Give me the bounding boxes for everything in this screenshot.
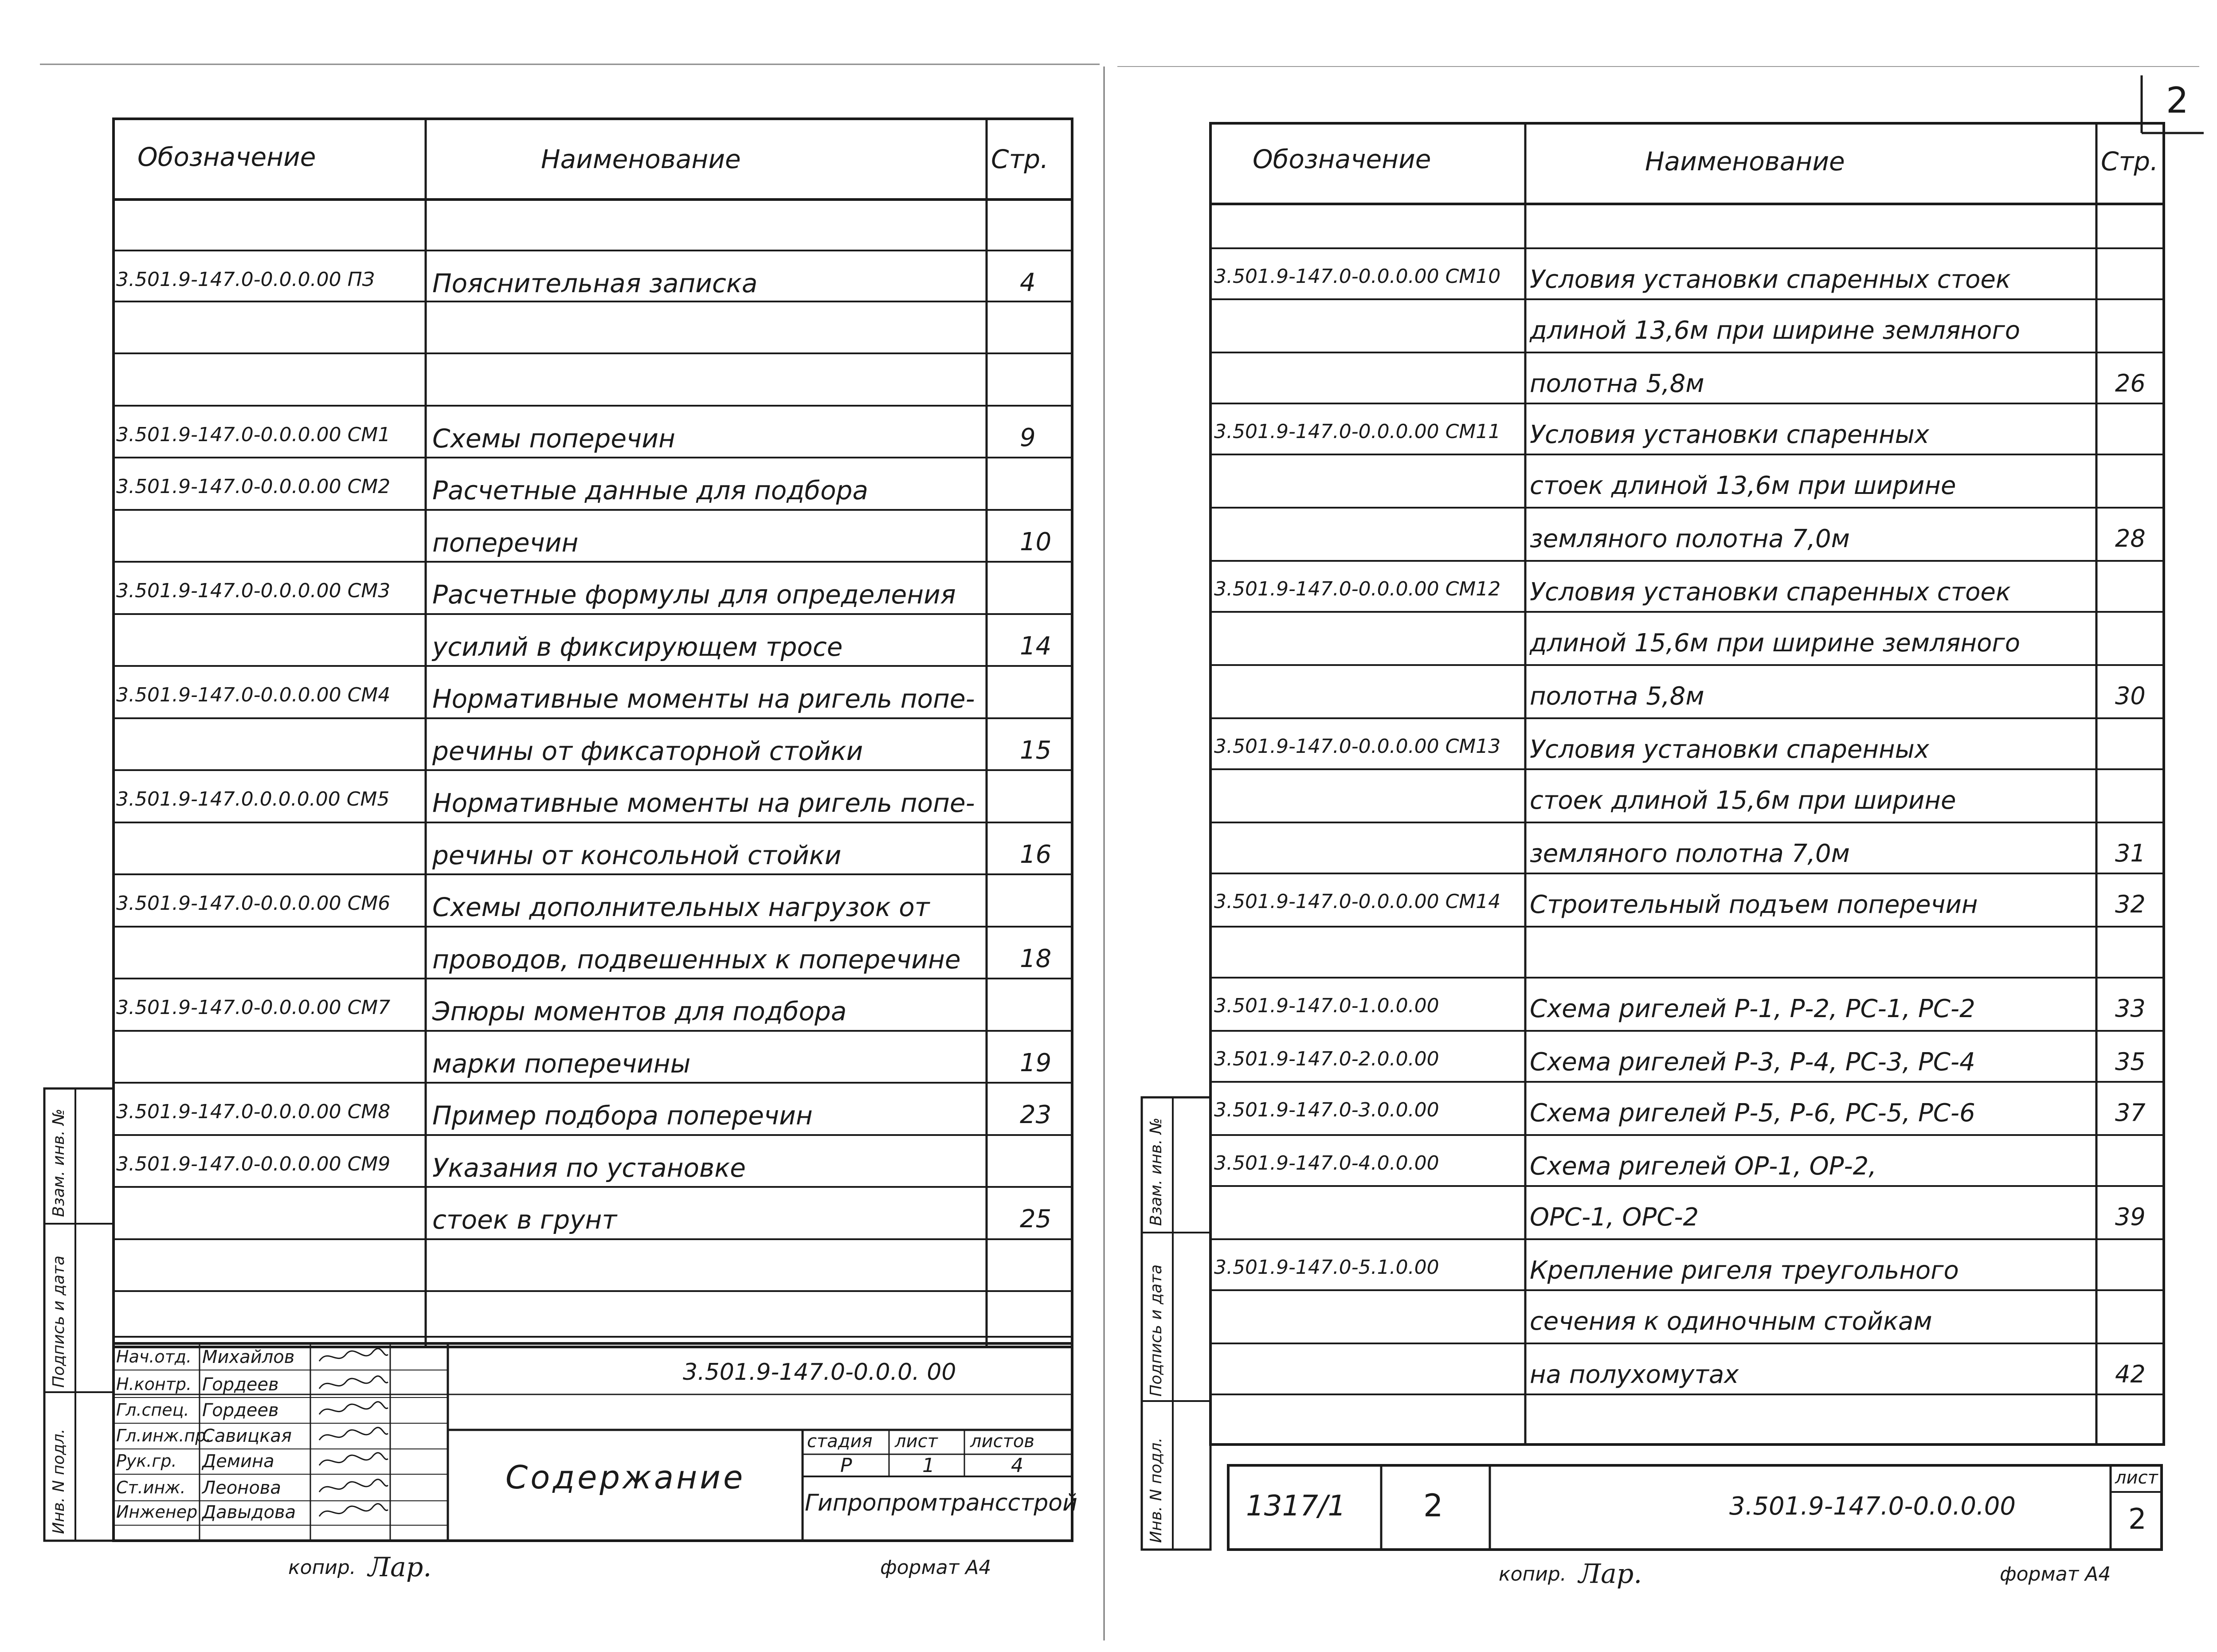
row-name: Схема ригелей Р-3, Р-4, РС-3, РС-4	[1530, 1048, 1975, 1077]
header-name: Наименование	[1645, 146, 1845, 176]
row-page: 15	[1020, 736, 1052, 765]
row-name: на полухомутах	[1530, 1360, 1739, 1389]
row-page: 42	[2115, 1360, 2146, 1388]
order-number: 1317/1	[1246, 1490, 1346, 1523]
row-code: 3.501.9-147.0-0.0.0.00 СМ3	[116, 579, 391, 602]
row-name: стоек длиной 13,6м при ширине	[1530, 471, 1956, 500]
row-name: Схема ригелей Р-1, Р-2, РС-1, РС-2	[1530, 994, 1975, 1023]
signature-scribble	[315, 1373, 390, 1395]
row-name: длиной 13,6м при ширине земляного	[1530, 316, 2021, 345]
row-name: речины от фиксаторной стойки	[432, 736, 863, 766]
sheets-label: листов	[970, 1431, 1034, 1452]
row-name: Крепление ригеля треугольного	[1530, 1256, 1959, 1285]
inv-podl-label: Инв. N подл.	[50, 1429, 68, 1534]
staff-role: Ст.инж.	[116, 1478, 186, 1497]
row-name: Условия установки спаренных стоек	[1530, 578, 2011, 607]
row-name: полотна 5,8м	[1530, 682, 1704, 711]
staff-role: Гл.спец.	[116, 1400, 189, 1420]
staff-role: Инженер	[116, 1502, 198, 1522]
row-code: 3.501.9-147.0-0.0.0.00 СМ9	[116, 1153, 391, 1175]
staff-role: Рук.гр.	[116, 1451, 177, 1471]
footer-format: формат А4	[2000, 1563, 2111, 1585]
row-name: Пример подбора поперечин	[432, 1100, 813, 1131]
copy-number: 2	[1423, 1488, 1443, 1524]
row-name: Схемы дополнительных нагрузок от	[432, 892, 930, 922]
row-name: проводов, подвешенных к поперечине	[432, 944, 961, 975]
row-name: Нормативные моменты на ригель попе-	[432, 788, 975, 818]
staff-name: Савицкая	[202, 1426, 292, 1446]
signature-scribble	[315, 1501, 390, 1523]
row-code: 3.501.9-147.0-3.0.0.00	[1214, 1099, 1439, 1121]
row-code: 3.501.9-147.0-1.0.0.00	[1214, 994, 1439, 1017]
row-name: марки поперечины	[432, 1049, 691, 1079]
sheets-value: 4	[1011, 1454, 1023, 1477]
footer-copy: копир.	[288, 1556, 356, 1579]
stamp-doc-code: 3.501.9-147.0-0.0.0.00	[1729, 1492, 2016, 1521]
signature-scribble	[315, 1476, 390, 1499]
staff-name: Гордеев	[202, 1400, 279, 1421]
row-code: 3.501.9-147.0-0.0.0.00 СМ8	[116, 1100, 391, 1123]
row-name: Схемы поперечин	[432, 423, 675, 454]
row-name: Нормативные моменты на ригель попе-	[432, 684, 975, 714]
staff-role: Нач.отд.	[116, 1347, 192, 1366]
footer-copy: копир.	[1499, 1563, 1567, 1585]
row-code: 3.501.9-147.0-0.0.0.00 СМ6	[116, 892, 391, 915]
podpis-label: Подпись и дата	[1147, 1264, 1165, 1397]
stage-value: Р	[840, 1454, 852, 1477]
row-page: 31	[2115, 839, 2146, 867]
row-code: 3.501.9-147.0-0.0.0.00 СМ7	[116, 996, 391, 1019]
row-code: 3.501.9-147.0-0.0.0.00 СМ4	[116, 684, 391, 706]
row-code: 3.501.9-147.0-0.0.0.00 ПЗ	[116, 268, 375, 291]
row-page: 28	[2115, 525, 2146, 552]
sheet-label: лист	[2115, 1468, 2158, 1488]
row-code: 3.501.9-147.0-0.0.0.00 СМ2	[116, 475, 391, 498]
stage-label: стадия	[807, 1431, 873, 1452]
row-name: полотна 5,8м	[1530, 369, 1704, 398]
row-page: 26	[2115, 369, 2146, 397]
header-page: Стр.	[991, 144, 1049, 174]
row-code: 3.501.9-147.0-0.0.0.00 СМ10	[1214, 265, 1501, 288]
row-code: 3.501.9-147.0-0.0.0.00 СМ1	[116, 423, 391, 446]
row-page: 25	[1020, 1205, 1052, 1233]
row-page: 23	[1020, 1100, 1052, 1129]
row-name: Условия установки спаренных	[1530, 420, 1929, 449]
row-name: Указания по установке	[432, 1153, 746, 1183]
header-page: Стр.	[2101, 146, 2158, 176]
row-page: 30	[2115, 682, 2146, 710]
staff-name: Гордеев	[202, 1374, 279, 1395]
inv-podl-label: Инв. N подл.	[1147, 1437, 1165, 1543]
staff-name: Михайлов	[202, 1347, 295, 1367]
row-code: 3.501.9-147.0-5.1.0.00	[1214, 1256, 1439, 1279]
staff-name: Леонова	[202, 1478, 281, 1498]
sheet-label: лист	[895, 1431, 938, 1452]
row-page: 4	[1020, 268, 1036, 297]
row-code: 3.501.9-147.0-0.0.0.00 СМ13	[1214, 735, 1501, 758]
header-designation: Обозначение	[137, 142, 316, 172]
row-name: земляного полотна 7,0м	[1530, 525, 1850, 553]
row-page: 33	[2115, 994, 2146, 1022]
row-page: 14	[1020, 632, 1052, 661]
row-code: 3.501.9-147.0-2.0.0.00	[1214, 1048, 1439, 1070]
row-name: Эпюры моментов для подбора	[432, 996, 847, 1026]
row-page: 19	[1020, 1049, 1052, 1077]
header-name: Наименование	[541, 144, 741, 174]
row-page: 16	[1020, 840, 1052, 869]
header-designation: Обозначение	[1253, 144, 1431, 174]
staff-role: Гл.инж.пр.	[116, 1426, 212, 1445]
row-name: сечения к одиночным стойкам	[1530, 1307, 1932, 1336]
row-name: поперечин	[432, 528, 579, 558]
row-page: 37	[2115, 1099, 2146, 1127]
row-code: 3.501.9-147.0-0.0.0.00 СМ12	[1214, 578, 1501, 600]
signature-scribble	[315, 1346, 390, 1368]
staff-name: Давыдова	[202, 1502, 296, 1523]
row-name: Пояснительная записка	[432, 268, 758, 298]
row-name: Условия установки спаренных	[1530, 735, 1929, 764]
row-name: Условия установки спаренных стоек	[1530, 265, 2011, 294]
vzam-label: Взам. инв. №	[50, 1108, 68, 1217]
row-page: 39	[2115, 1203, 2146, 1231]
signature-scribble	[315, 1450, 390, 1472]
sheet-value: 1	[922, 1454, 935, 1477]
stamp-doc-code: 3.501.9-147.0-0.0.0. 00	[683, 1359, 956, 1386]
footer-copy-sign: Лар.	[368, 1552, 432, 1583]
row-name: стоек в грунт	[432, 1205, 617, 1235]
podpis-label: Подпись и дата	[50, 1255, 68, 1388]
row-name: земляного полотна 7,0м	[1530, 839, 1850, 868]
row-name: речины от консольной стойки	[432, 840, 842, 870]
row-code: 3.501.9-147.0-0.0.0.00 СМ11	[1214, 420, 1501, 443]
row-name: Расчетные формулы для определения	[432, 579, 956, 610]
row-page: 32	[2115, 890, 2146, 918]
row-code: 3.501.9-147.0-4.0.0.00	[1214, 1152, 1439, 1174]
row-name: Схема ригелей ОР-1, ОР-2,	[1530, 1152, 1877, 1181]
row-name: ОРС-1, ОРС-2	[1530, 1203, 1699, 1232]
row-page: 35	[2115, 1048, 2146, 1076]
sheet-value: 2	[2128, 1503, 2146, 1536]
row-name: длиной 15,6м при ширине земляного	[1530, 629, 2021, 658]
row-name: усилий в фиксирующем тросе	[432, 632, 843, 662]
footer-format: формат А4	[880, 1556, 991, 1579]
organization: Гипропромтрансстрой	[805, 1490, 1077, 1516]
row-code: 3.501.9-147.0-0.0.0.00 СМ14	[1214, 890, 1501, 913]
row-name: стоек длиной 15,6м при ширине	[1530, 786, 1956, 815]
row-name: Расчетные данные для подбора	[432, 475, 868, 505]
staff-name: Демина	[202, 1451, 274, 1472]
signature-scribble	[315, 1425, 390, 1447]
staff-role: Н.контр.	[116, 1374, 192, 1394]
footer-copy-sign: Лар.	[1579, 1558, 1642, 1589]
row-name: Схема ригелей Р-5, Р-6, РС-5, РС-6	[1530, 1099, 1975, 1127]
corner-sheet-number: 2	[2166, 80, 2189, 121]
row-name: Строительный подъем поперечин	[1530, 890, 1978, 919]
row-code: 3.501.9-147.0.0.0.0.00 СМ5	[116, 788, 390, 810]
row-page: 10	[1020, 528, 1052, 556]
row-page: 18	[1020, 944, 1052, 973]
row-page: 9	[1020, 423, 1036, 452]
vzam-label: Взам. инв. №	[1147, 1117, 1165, 1226]
signature-scribble	[315, 1399, 390, 1421]
stamp-title: Содержание	[505, 1459, 746, 1496]
